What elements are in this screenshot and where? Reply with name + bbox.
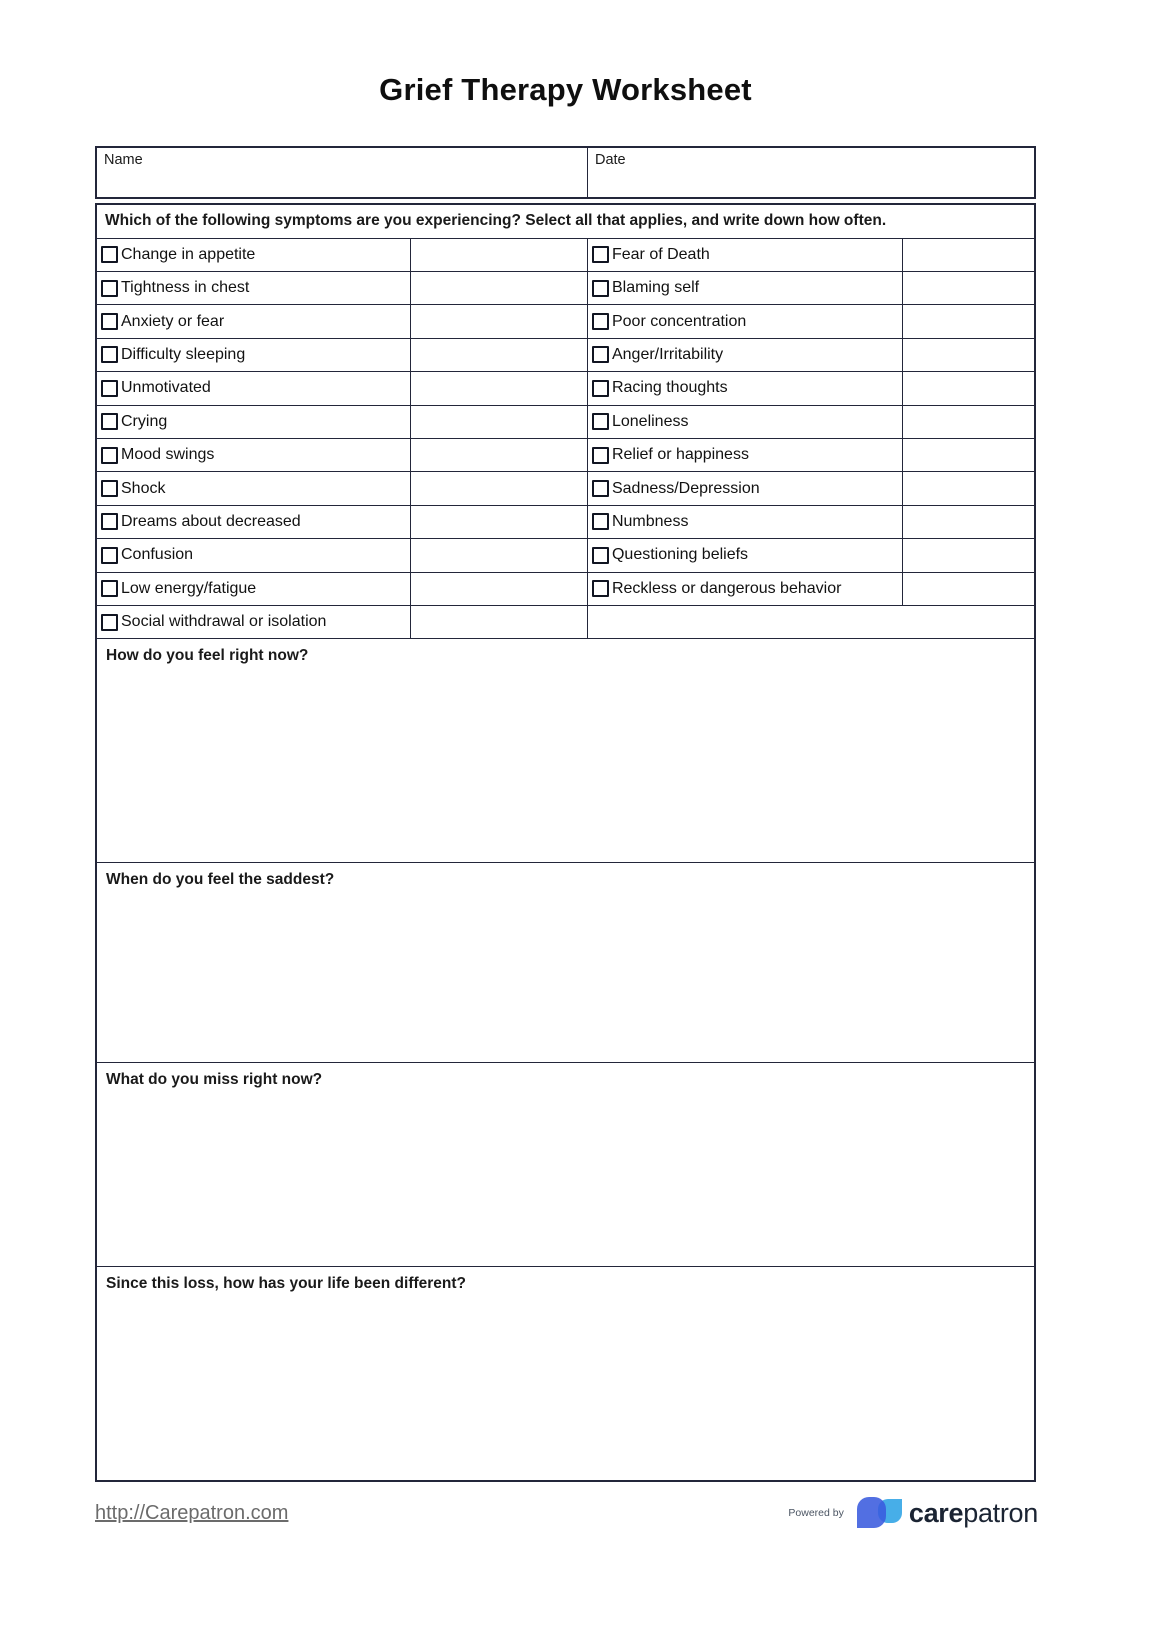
symptom-checkbox[interactable]: [101, 413, 118, 430]
symptom-label: Difficulty sleeping: [121, 345, 246, 363]
symptom-label: Low energy/fatigue: [121, 579, 257, 597]
symptom-label: Unmotivated: [121, 379, 211, 397]
frequency-cell[interactable]: [411, 305, 588, 338]
symptom-checkbox[interactable]: [592, 513, 609, 530]
frequency-cell[interactable]: [903, 239, 1034, 272]
question-section: [97, 1063, 1034, 1267]
name-label: Name: [104, 152, 143, 168]
carepatron-logo-icon: [854, 1494, 904, 1532]
symptom-item: [97, 573, 411, 606]
symptom-item: [588, 239, 903, 272]
page-title: Grief Therapy Worksheet: [379, 72, 752, 107]
symptom-checkbox[interactable]: [592, 346, 609, 363]
symptom-grid: [97, 239, 1034, 640]
symptom-label: Fear of Death: [611, 245, 710, 263]
symptom-item: [97, 372, 411, 405]
symptom-item: [588, 305, 903, 338]
symptom-item: [97, 239, 411, 272]
symptom-checkbox[interactable]: [101, 346, 118, 363]
symptom-checkbox[interactable]: [101, 580, 118, 597]
footer: [95, 1494, 1038, 1532]
frequency-cell[interactable]: [411, 439, 588, 472]
worksheet-table: [95, 203, 1036, 1482]
symptom-label: Sadness/Depression: [611, 479, 760, 497]
symptom-label: Relief or happiness: [611, 446, 749, 464]
symptom-checkbox[interactable]: [101, 447, 118, 464]
symptom-checkbox[interactable]: [592, 480, 609, 497]
symptom-label: Confusion: [121, 546, 194, 564]
frequency-cell[interactable]: [411, 472, 588, 505]
carepatron-link[interactable]: http://Carepatron.com: [95, 1501, 289, 1524]
symptom-label: Crying: [121, 412, 168, 430]
symptom-checkbox[interactable]: [592, 313, 609, 330]
symptom-checkbox[interactable]: [592, 246, 609, 263]
frequency-cell[interactable]: [411, 339, 588, 372]
symptom-label: Numbness: [611, 512, 689, 530]
symptom-item: [588, 472, 903, 505]
powered-by-block: [788, 1494, 1038, 1532]
frequency-cell[interactable]: [411, 539, 588, 572]
symptom-item: [588, 339, 903, 372]
symptom-label: Blaming self: [611, 279, 700, 297]
name-field[interactable]: [97, 148, 588, 197]
symptom-item: [97, 272, 411, 305]
symptom-item: [588, 272, 903, 305]
frequency-cell[interactable]: [903, 506, 1034, 539]
powered-by-label: Powered by: [788, 1507, 844, 1520]
symptom-item: [97, 506, 411, 539]
frequency-cell[interactable]: [903, 305, 1034, 338]
symptom-checkbox[interactable]: [101, 614, 118, 631]
frequency-cell[interactable]: [903, 439, 1034, 472]
symptom-label: Change in appetite: [121, 245, 256, 263]
symptom-checkbox[interactable]: [592, 447, 609, 464]
question-label: Since this loss, how has your life been different?: [106, 1275, 467, 1293]
symptom-label: Shock: [121, 479, 166, 497]
frequency-cell[interactable]: [903, 573, 1034, 606]
symptom-checkbox[interactable]: [592, 280, 609, 297]
symptom-label: Racing thoughts: [611, 379, 728, 397]
symptom-item: [97, 339, 411, 372]
frequency-cell[interactable]: [903, 339, 1034, 372]
answer-area[interactable]: [97, 889, 1034, 1062]
symptom-checkbox[interactable]: [592, 380, 609, 397]
question-label: When do you feel the saddest?: [106, 871, 335, 889]
symptom-item: [588, 506, 903, 539]
symptom-label: Questioning beliefs: [611, 546, 749, 564]
empty-cell: [588, 606, 1034, 639]
question-section: [97, 1267, 1034, 1480]
symptom-label: Dreams about decreased: [121, 512, 301, 530]
symptom-item: [97, 539, 411, 572]
symptom-item: [97, 439, 411, 472]
symptom-label: Social withdrawal or isolation: [121, 613, 327, 631]
symptom-checkbox[interactable]: [592, 547, 609, 564]
frequency-cell[interactable]: [411, 239, 588, 272]
symptom-item: [588, 439, 903, 472]
symptom-label: Reckless or dangerous behavior: [611, 579, 842, 597]
symptom-checkbox[interactable]: [101, 313, 118, 330]
answer-area[interactable]: [97, 665, 1034, 862]
symptom-item: [588, 406, 903, 439]
frequency-cell[interactable]: [903, 372, 1034, 405]
date-label: Date: [594, 152, 626, 168]
frequency-cell[interactable]: [411, 606, 588, 639]
symptom-item: [97, 406, 411, 439]
symptom-label: Anger/Irritability: [611, 345, 724, 363]
name-date-table: [95, 146, 1036, 199]
symptom-item: [97, 472, 411, 505]
frequency-cell[interactable]: [411, 272, 588, 305]
symptom-checkbox[interactable]: [101, 480, 118, 497]
symptom-checkbox[interactable]: [101, 280, 118, 297]
symptom-checkbox[interactable]: [101, 380, 118, 397]
symptom-item: [97, 305, 411, 338]
frequency-cell[interactable]: [411, 573, 588, 606]
symptom-label: Anxiety or fear: [121, 312, 225, 330]
symptom-item: [588, 573, 903, 606]
symptom-item: [588, 539, 903, 572]
frequency-cell[interactable]: [903, 472, 1034, 505]
question-section: [97, 863, 1034, 1063]
answer-area[interactable]: [97, 1293, 1034, 1480]
symptom-checkbox[interactable]: [101, 547, 118, 564]
symptom-item: [588, 372, 903, 405]
symptom-checkbox[interactable]: [592, 413, 609, 430]
frequency-cell[interactable]: [411, 372, 588, 405]
symptom-label: Poor concentration: [611, 312, 747, 330]
brand-patron: patron: [963, 1497, 1038, 1528]
carepatron-wordmark: [909, 1498, 1038, 1529]
symptom-checkbox[interactable]: [592, 580, 609, 597]
question-label: What do you miss right now?: [106, 1071, 323, 1089]
question-label: How do you feel right now?: [106, 647, 309, 665]
frequency-cell[interactable]: [903, 272, 1034, 305]
symptom-label: Loneliness: [611, 412, 689, 430]
symptom-item: [97, 606, 411, 639]
frequency-cell[interactable]: [903, 539, 1034, 572]
symptom-checkbox[interactable]: [101, 513, 118, 530]
date-field[interactable]: [588, 148, 1034, 197]
symptom-label: Mood swings: [121, 446, 215, 464]
frequency-cell[interactable]: [903, 406, 1034, 439]
symptoms-question: Which of the following symptoms are you experiencing? Select all that applies, and write down how often.: [97, 205, 1034, 239]
frequency-cell[interactable]: [411, 506, 588, 539]
symptom-label: Tightness in chest: [121, 279, 250, 297]
brand-care: care: [908, 1497, 964, 1528]
frequency-cell[interactable]: [411, 406, 588, 439]
symptom-checkbox[interactable]: [101, 246, 118, 263]
answer-area[interactable]: [97, 1089, 1034, 1266]
question-section: [97, 639, 1034, 863]
